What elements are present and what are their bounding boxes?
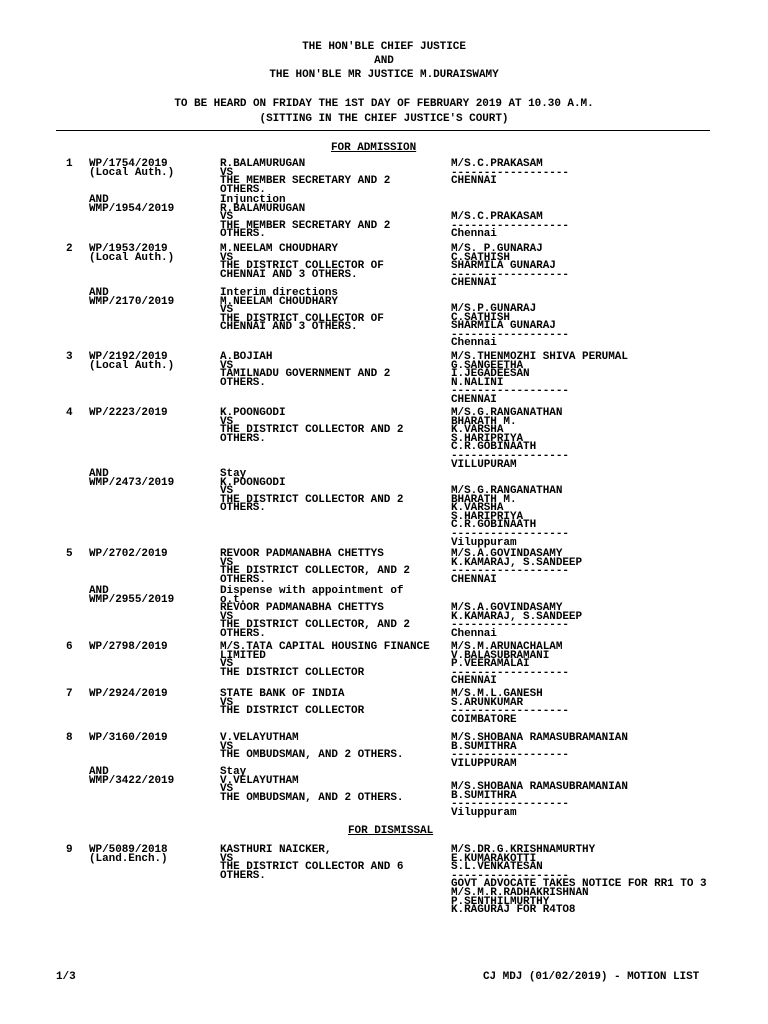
counsel-line: ------------------ [451,166,569,179]
counsel-line: S.ARUNKUMAR [451,696,524,709]
counsel-line: COIMBATORE [451,713,517,726]
respondent-name: THE DISTRICT COLLECTOR, AND 2 [220,565,410,578]
respondent-name: OTHERS. [220,573,266,586]
counsel-line: K.KAMARAJ, S.SANDEEP [451,610,583,623]
and-label: AND [89,585,109,597]
versus-label: VS [220,304,234,317]
petitioner-name: R.BALAMURUGAN [220,202,306,215]
respondent-name: THE DISTRICT COLLECTOR, AND 2 [220,619,410,632]
linked-case-number: WMP/1954/2019 [89,202,175,215]
court-sitting-line: (SITTING IN THE CHIEF JUSTICE'S COURT) [259,113,509,125]
case-category: (Land.Ench.) [89,852,168,865]
counsel-line: Chennai [451,228,497,241]
case-number: WP/2702/2019 [89,548,168,560]
case-number: WP/3160/2019 [89,732,168,744]
counsel-line: Chennai [451,337,497,350]
counsel-line: P.SENTHILMURTHY [451,895,550,908]
petitioner-name: LIMITED [220,649,266,662]
versus-label: VS [220,211,234,224]
judge-line-1: THE HON'BLE CHIEF JUSTICE [302,41,466,53]
counsel-line: P.VEERAMALAI [451,658,530,671]
counsel-line: C.SATHISH [451,251,510,264]
counsel-line: ------------------ [451,869,569,882]
petitioner-name: K.POONGODI [220,407,286,419]
and-label: AND [89,468,109,480]
respondent-name: THE DISTRICT COLLECTOR [220,666,365,679]
petitioner-name: M.NEELAM CHOUDHARY [220,295,338,308]
counsel-line: VILUPPURAM [451,757,517,770]
respondent-name: THE OMBUDSMAN, AND 2 OTHERS. [220,749,404,762]
counsel-line: S.L.VENKATESAN [451,861,543,874]
petitioner-name: K.POONGODI [220,476,286,489]
linked-case-number: WMP/2955/2019 [89,593,175,606]
respondent-name: OTHERS. [220,376,266,389]
respondent-name: THE DISTRICT COLLECTOR OF [220,260,384,273]
counsel-line: S.HARIPRIYA [451,510,524,523]
counsel-line: K.RAGURAJ FOR R4TO8 [451,904,576,917]
prayer-text: Stay [220,468,247,480]
respondent-name: OTHERS. [220,228,266,241]
counsel-line: SHARMILA GUNARAJ [451,260,556,273]
counsel-line: BHARATH M. [451,493,517,506]
case-category: (Local Auth.) [89,251,175,264]
respondent-name: THE DISTRICT COLLECTOR AND 6 [220,861,404,874]
counsel-line: ------------------ [451,328,569,341]
counsel-line: M/S.G.RANGANATHAN [451,485,563,497]
hearing-date-line: TO BE HEARD ON FRIDAY THE 1ST DAY OF FEBRUARY 2019 AT 10.30 A.M. [174,98,594,110]
respondent-name: OTHERS. [220,869,266,882]
respondent-name: OTHERS. [220,432,266,445]
counsel-line: ------------------ [451,666,569,679]
item-number: 9 [66,844,73,856]
counsel-line: ------------------ [451,565,569,578]
counsel-line: K.VARSHA [451,424,504,437]
respondent-name: CHENNAI AND 3 OTHERS. [220,321,358,334]
counsel-line: M/S.C.PRAKASAM [451,211,543,223]
counsel-line: C.SATHISH [451,311,510,324]
item-number: 8 [66,732,73,744]
counsel-line: B.SUMITHRA [451,789,517,802]
counsel-line: V.BALASUBRAMANI [451,649,550,662]
counsel-line: C.R.GOBINAATH [451,441,537,454]
case-number: WP/2924/2019 [89,688,168,700]
petitioner-name: R.BALAMURUGAN [220,158,306,170]
petitioner-name: M.NEELAM CHOUDHARY [220,243,338,255]
counsel-line: ------------------ [451,219,569,232]
counsel-line: GOVT ADVOCATE TAKES NOTICE FOR RR1 TO 3 [451,878,707,891]
prayer-text: Stay [220,766,247,778]
counsel-line: ------------------ [451,385,569,398]
prayer-text: Dispense with appointment of [220,585,404,597]
case-number: WP/1953/2019 [89,243,168,255]
counsel-line: ------------------ [451,705,569,718]
judge-line-2: THE HON'BLE MR JUSTICE M.DURAISWAMY [269,69,499,81]
counsel-line: M/S.C.PRAKASAM [451,158,543,170]
and-label: AND [89,287,109,299]
prayer-text: Interim directions [220,287,338,299]
counsel-line: CHENNAI [451,675,497,688]
petitioner-name: REVOOR PADMANABHA CHETTYS [220,548,384,560]
versus-label: VS [220,783,234,796]
counsel-line: M/S.G.RANGANATHAN [451,407,563,419]
versus-label: VS [220,610,234,623]
counsel-line: CHENNAI [451,175,497,188]
item-number: 7 [66,688,73,700]
case-number: WP/2192/2019 [89,351,168,363]
linked-case-number: WMP/3422/2019 [89,774,175,787]
header-divider [56,130,710,131]
counsel-line: M/S.M.R.RADHAKRISHNAN [451,887,589,899]
item-number: 1 [66,158,73,170]
item-number: 3 [66,351,73,363]
counsel-line: CHENNAI [451,277,497,290]
respondent-name: THE MEMBER SECRETARY AND 2 [220,219,391,232]
counsel-line: M/S.M.ARUNACHALAM [451,641,563,653]
and-label: AND [89,766,109,778]
counsel-line: ------------------ [451,619,569,632]
counsel-line: VILLUPURAM [451,458,517,471]
respondent-name: TAMILNADU GOVERNMENT AND 2 [220,368,391,381]
counsel-line: K.VARSHA [451,502,504,515]
versus-label: VS [220,485,234,498]
versus-label: VS [220,556,234,569]
petitioner-name: REVOOR PADMANABHA CHETTYS [220,602,384,615]
prayer-text: o.t. [220,593,247,606]
case-number: WP/2223/2019 [89,407,168,419]
respondent-name: OTHERS. [220,183,266,196]
versus-label: VS [220,166,234,179]
counsel-line: M/S. P.GUNARAJ [451,243,543,255]
respondent-name: THE MEMBER SECRETARY AND 2 [220,175,391,188]
case-number: WP/5089/2018 [89,844,168,856]
petitioner-name: V.VELAYUTHAM [220,732,299,744]
case-category: (Local Auth.) [89,359,175,372]
and-label: AND [89,194,109,206]
counsel-line: M/S.M.L.GANESH [451,688,543,700]
respondent-name: THE DISTRICT COLLECTOR OF [220,312,384,325]
respondent-name: OTHERS. [220,502,266,515]
petitioner-name: STATE BANK OF INDIA [220,688,345,700]
petitioner-name: A.BOJIAH [220,351,273,363]
item-number: 5 [66,548,73,560]
respondent-name: THE DISTRICT COLLECTOR AND 2 [220,424,404,437]
versus-label: VS [220,251,234,264]
counsel-line: G.SANGEETHA [451,359,524,372]
versus-label: VS [220,658,234,671]
case-number: WP/1754/2019 [89,158,168,170]
counsel-line: SHARMILA GUNARAJ [451,320,556,333]
counsel-line: M/S.A.GOVINDASAMY [451,602,563,614]
item-number: 2 [66,243,73,255]
counsel-line: CHENNAI [451,573,497,586]
item-number: 6 [66,641,73,653]
respondent-name: THE OMBUDSMAN, AND 2 OTHERS. [220,791,404,804]
respondent-name: CHENNAI AND 3 OTHERS. [220,268,358,281]
counsel-line: E.KUMARAKOTTI [451,852,537,865]
judge-line-and: AND [374,55,394,67]
counsel-line: I.JEGADEESAN [451,368,530,381]
counsel-line: C.R.GOBINAATH [451,519,537,532]
counsel-line: M/S.P.GUNARAJ [451,303,537,315]
counsel-line: ------------------ [451,450,569,462]
counsel-line: ------------------ [451,268,569,281]
counsel-line: B.SUMITHRA [451,740,517,753]
versus-label: VS [220,852,234,865]
counsel-line: S.HARIPRIYA [451,432,524,445]
petitioner-name: KASTHURI NAICKER, [220,844,332,856]
versus-label: VS [220,359,234,372]
respondent-name: THE DISTRICT COLLECTOR [220,705,365,718]
counsel-line: M/S.DR.G.KRISHNAMURTHY [451,844,596,856]
respondent-name: OTHERS. [220,628,266,640]
page-number: 1/3 [56,971,76,983]
linked-case-number: WMP/2473/2019 [89,476,175,489]
respondent-name: THE DISTRICT COLLECTOR AND 2 [220,493,404,506]
counsel-line: ------------------ [451,798,569,811]
counsel-line: M/S.SHOBANA RAMASUBRAMANIAN [451,732,628,744]
case-number: WP/2798/2019 [89,641,168,653]
counsel-line: BHARATH M. [451,415,517,428]
versus-label: VS [220,415,234,428]
prayer-text: Injunction [220,194,286,206]
counsel-line: ------------------ [451,749,569,762]
versus-label: VS [220,696,234,709]
linked-case-number: WMP/2170/2019 [89,295,175,308]
counsel-line: ------------------ [451,528,569,540]
case-category: (Local Auth.) [89,166,175,179]
counsel-line: N.NALINI [451,376,504,389]
petitioner-name: M/S.TATA CAPITAL HOUSING FINANCE [220,641,430,653]
petitioner-name: V.VELAYUTHAM [220,774,299,787]
counsel-line: M/S.A.GOVINDASAMY [451,548,563,560]
item-number: 4 [66,407,73,419]
counsel-line: M/S.SHOBANA RAMASUBRAMANIAN [451,781,628,793]
footer-list-title: CJ MDJ (01/02/2019) - MOTION LIST [483,971,700,983]
section-for-admission: FOR ADMISSION [331,142,417,154]
counsel-line: Viluppuram [451,806,517,819]
counsel-line: M/S.THENMOZHI SHIVA PERUMAL [451,351,628,363]
versus-label: VS [220,740,234,753]
section-for-dismissal: FOR DISMISSAL [348,825,434,837]
counsel-line: Chennai [451,627,497,640]
counsel-line: Viluppuram [451,536,517,549]
counsel-line: CHENNAI [451,394,497,406]
counsel-line: K.KAMARAJ, S.SANDEEP [451,556,583,569]
